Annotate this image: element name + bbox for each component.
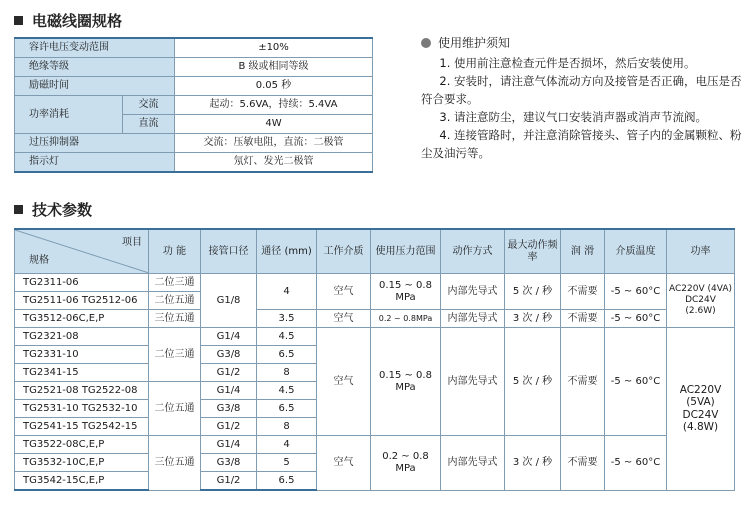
maintenance-item: 2. 安装时，请注意气体流动方向及接管是否正确，电压是否符合要求。 xyxy=(421,74,742,106)
medium-cell: 空气 xyxy=(317,436,371,491)
header-temp: 介质温度 xyxy=(605,229,667,274)
maintenance-item: 1. 使用前注意检查元件是否损坏，然后安装使用。 xyxy=(439,56,696,70)
header-power: 功率 xyxy=(667,229,735,274)
pressure-cell: 0.15 ~ 0.8 MPa xyxy=(371,274,441,310)
bore-cell: 6.5 xyxy=(257,472,317,491)
coil-spec-title: 电磁线圈规格 xyxy=(14,10,122,31)
maintenance-item: 3. 请注意防尘，建议气口安装消声器或消声节流阀。 xyxy=(439,110,708,124)
square-bullet-icon xyxy=(14,205,23,214)
model-cell: TG2521-08 TG2522-08 xyxy=(15,382,149,400)
model-cell: TG3512-06C,E,P xyxy=(15,310,149,328)
coil-value: B 级或相同等级 xyxy=(175,58,373,77)
lube-cell: 不需要 xyxy=(561,310,605,328)
bore-cell: 4.5 xyxy=(257,382,317,400)
action-cell: 内部先导式 xyxy=(441,436,505,491)
header-diagonal-cell xyxy=(15,229,149,274)
pressure-cell: 0.2 ~ 0.8MPa xyxy=(371,310,441,328)
square-bullet-icon xyxy=(14,16,23,25)
temp-cell: -5 ~ 60°C xyxy=(605,328,667,436)
medium-cell: 空气 xyxy=(317,328,371,436)
header-item: 项目 xyxy=(122,237,142,248)
model-cell: TG3542-15C,E,P xyxy=(15,472,149,491)
freq-cell: 5 次 / 秒 xyxy=(505,274,561,310)
function-cell: 二位五通 xyxy=(149,382,201,436)
bore-cell: 4.5 xyxy=(257,328,317,346)
pressure-cell: 0.2 ~ 0.8 MPa xyxy=(371,436,441,491)
table-row xyxy=(15,96,373,115)
port-cell: G1/8 xyxy=(201,274,257,328)
bore-cell: 6.5 xyxy=(257,346,317,364)
temp-cell: -5 ~ 60°C xyxy=(605,274,667,310)
model-cell: TG3522-08C,E,P xyxy=(15,436,149,454)
freq-cell: 3 次 / 秒 xyxy=(505,310,561,328)
medium-cell: 空气 xyxy=(317,310,371,328)
port-cell: G1/4 xyxy=(201,436,257,454)
bore-cell: 5 xyxy=(257,454,317,472)
header-model: 规格 xyxy=(29,255,49,266)
power-cell: AC220V (4VA) DC24V (2.6W) xyxy=(667,274,735,328)
table-header-row xyxy=(15,229,735,274)
model-cell: TG2511-06 TG2512-06 xyxy=(15,292,149,310)
coil-value: 交流：压敏电阻，直流：二极管 xyxy=(175,134,373,153)
port-cell: G1/2 xyxy=(201,472,257,491)
header-bore: 通径 (mm) xyxy=(257,229,317,274)
header-freq: 最大动作频率 xyxy=(505,229,561,274)
coil-value: 氖灯、发光二极管 xyxy=(175,153,373,173)
header-function: 功 能 xyxy=(149,229,201,274)
table-row xyxy=(15,274,735,292)
action-cell: 内部先导式 xyxy=(441,274,505,310)
lube-cell: 不需要 xyxy=(561,274,605,310)
header-medium: 工作介质 xyxy=(317,229,371,274)
port-cell: G3/8 xyxy=(201,400,257,418)
power-cell: AC220V (5VA) DC24V (4.8W) xyxy=(667,328,735,491)
table-row xyxy=(15,328,735,346)
coil-label: 绝缘等级 xyxy=(15,58,175,77)
header-lube: 润 滑 xyxy=(561,229,605,274)
freq-cell: 5 次 / 秒 xyxy=(505,328,561,436)
bore-cell: 3.5 xyxy=(257,310,317,328)
function-cell: 三位五通 xyxy=(149,436,201,491)
model-cell: TG2341-15 xyxy=(15,364,149,382)
tech-params-table xyxy=(14,228,735,491)
table-row xyxy=(15,153,373,173)
coil-label: 容许电压变动范围 xyxy=(15,38,175,58)
action-cell: 内部先导式 xyxy=(441,328,505,436)
model-cell: TG2321-08 xyxy=(15,328,149,346)
function-cell: 二位三通 xyxy=(149,328,201,382)
port-cell: G1/4 xyxy=(201,382,257,400)
function-cell: 二位五通 xyxy=(149,292,201,310)
bore-cell: 8 xyxy=(257,364,317,382)
lube-cell: 不需要 xyxy=(561,328,605,436)
model-cell: TG3532-10C,E,P xyxy=(15,454,149,472)
coil-label: 励磁时间 xyxy=(15,77,175,96)
model-cell: TG2311-06 xyxy=(15,274,149,292)
header-pressure: 使用压力范围 xyxy=(371,229,441,274)
tech-params-title: 技术参数 xyxy=(14,199,92,220)
bore-cell: 4 xyxy=(257,274,317,310)
port-cell: G3/8 xyxy=(201,454,257,472)
table-row xyxy=(15,38,373,58)
table-row xyxy=(15,134,373,153)
temp-cell: -5 ~ 60°C xyxy=(605,436,667,491)
temp-cell: -5 ~ 60°C xyxy=(605,310,667,328)
bore-cell: 4 xyxy=(257,436,317,454)
maintenance-notes xyxy=(421,34,743,162)
coil-label: 过压抑制器 xyxy=(15,134,175,153)
table-row xyxy=(15,77,373,96)
port-cell: G3/8 xyxy=(201,346,257,364)
table-row xyxy=(15,310,735,328)
port-cell: G1/2 xyxy=(201,418,257,436)
coil-value: ±10% xyxy=(175,38,373,58)
bore-cell: 6.5 xyxy=(257,400,317,418)
lube-cell: 不需要 xyxy=(561,436,605,491)
medium-cell: 空气 xyxy=(317,274,371,310)
power-consumption-label: 功率消耗 xyxy=(15,96,123,134)
maintenance-item: 4. 连接管路时，并注意消除管接头、管子内的金属颗粒、粉尘及油污等。 xyxy=(421,128,742,160)
header-action: 动作方式 xyxy=(441,229,505,274)
action-cell: 内部先导式 xyxy=(441,310,505,328)
dc-label: 直流 xyxy=(123,115,175,134)
table-row xyxy=(15,58,373,77)
freq-cell: 3 次 / 秒 xyxy=(505,436,561,491)
coil-spec-table xyxy=(14,37,373,173)
table-row xyxy=(15,436,735,454)
circle-bullet-icon xyxy=(421,38,431,48)
model-cell: TG2531-10 TG2532-10 xyxy=(15,400,149,418)
model-cell: TG2331-10 xyxy=(15,346,149,364)
ac-label: 交流 xyxy=(123,96,175,115)
dc-value: 4W xyxy=(175,115,373,134)
pressure-cell: 0.15 ~ 0.8 MPa xyxy=(371,328,441,436)
header-port: 接管口径 xyxy=(201,229,257,274)
ac-value: 起动：5.6VA，持续：5.4VA xyxy=(175,96,373,115)
port-cell: G1/2 xyxy=(201,364,257,382)
maintenance-title: 使用维护须知 xyxy=(421,34,743,51)
function-cell: 三位五通 xyxy=(149,310,201,328)
model-cell: TG2541-15 TG2542-15 xyxy=(15,418,149,436)
coil-value: 0.05 秒 xyxy=(175,77,373,96)
function-cell: 二位三通 xyxy=(149,274,201,292)
bore-cell: 8 xyxy=(257,418,317,436)
port-cell: G1/4 xyxy=(201,328,257,346)
coil-label: 指示灯 xyxy=(15,153,175,173)
